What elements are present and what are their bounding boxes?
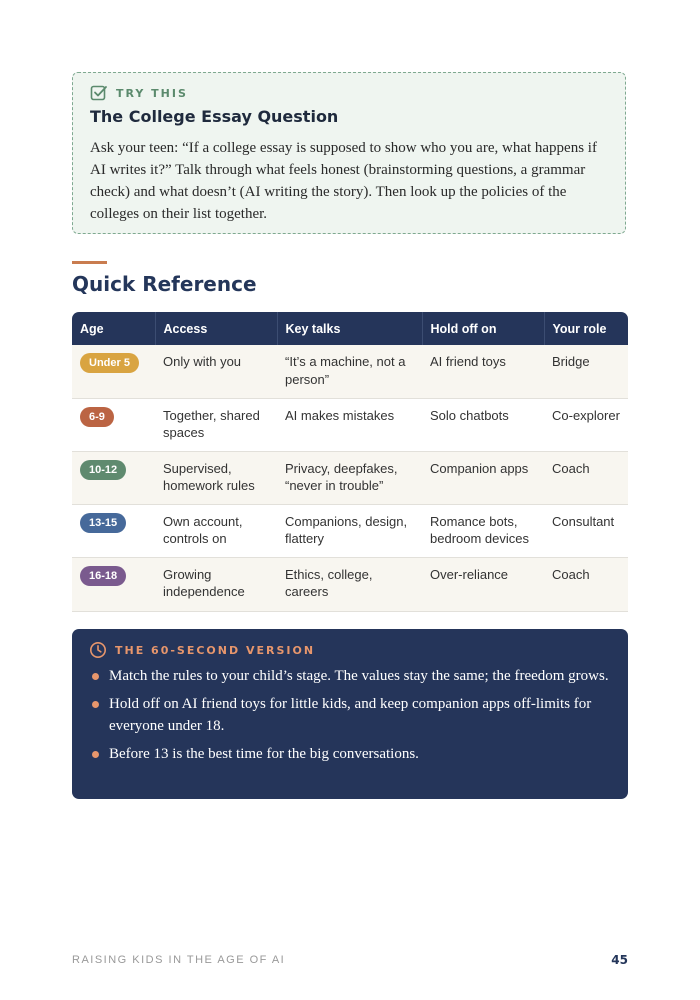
sixty-second-summary <box>72 629 628 799</box>
role-cell: Co-explorer <box>544 398 628 451</box>
key-talks-cell: AI makes mistakes <box>277 398 422 451</box>
column-header-your-role: Your role <box>544 312 628 345</box>
column-header-access: Access <box>155 312 277 345</box>
clock-icon <box>89 641 107 659</box>
list-item-text: Hold off on AI friend toys for little kids, and keep companion apps off-limits for everyone under 18. <box>109 696 592 734</box>
age-badge: 6-9 <box>80 407 114 427</box>
table-row <box>72 451 628 504</box>
table-row <box>72 345 628 398</box>
bullet-icon <box>92 701 99 708</box>
age-cell <box>72 451 155 504</box>
age-badge: Under 5 <box>80 353 139 373</box>
role-cell: Coach <box>544 557 628 611</box>
age-cell <box>72 504 155 557</box>
try-this-header <box>90 84 188 102</box>
role-cell: Bridge <box>544 345 628 398</box>
hold-off-cell: Companion apps <box>422 451 544 504</box>
access-cell: Only with you <box>155 345 277 398</box>
running-footer-title: RAISING KIDS IN THE AGE OF AI <box>72 954 286 966</box>
hold-off-cell: AI friend toys <box>422 345 544 398</box>
list-item <box>92 693 612 737</box>
key-talks-cell: Privacy, deepfakes, “never in trouble” <box>277 451 422 504</box>
access-cell: Together, shared spaces <box>155 398 277 451</box>
age-cell <box>72 557 155 611</box>
age-badge: 16-18 <box>80 566 126 586</box>
key-talks-cell: Companions, design, flattery <box>277 504 422 557</box>
age-cell <box>72 345 155 398</box>
access-cell: Supervised, homework rules <box>155 451 277 504</box>
bullet-icon <box>92 673 99 680</box>
list-item <box>92 743 612 765</box>
hold-off-cell: Over-reliance <box>422 557 544 611</box>
list-item-text: Before 13 is the best time for the big conversations. <box>109 746 419 762</box>
try-this-callout <box>72 72 626 234</box>
list-item-text: Match the rules to your child’s stage. The values stay the same; the freedom grows. <box>109 668 609 684</box>
column-header-age: Age <box>80 321 104 336</box>
checkbox-icon <box>90 84 108 102</box>
list-item <box>92 665 612 687</box>
table-row <box>72 504 628 557</box>
key-talks-cell: Ethics, college, careers <box>277 557 422 611</box>
try-this-kicker: TRY THIS <box>116 86 188 100</box>
page-number: 45 <box>611 953 628 967</box>
column-header-key-talks: Key talks <box>277 312 422 345</box>
table-row <box>72 557 628 611</box>
column-header-hold-off-on: Hold off on <box>422 312 544 345</box>
role-cell: Coach <box>544 451 628 504</box>
key-talks-cell: “It’s a machine, not a person” <box>277 345 422 398</box>
section-accent-rule <box>72 261 107 264</box>
role-cell: Consultant <box>544 504 628 557</box>
bullet-icon <box>92 751 99 758</box>
hold-off-cell: Romance bots, bedroom devices <box>422 504 544 557</box>
sixty-second-kicker: THE 60-SECOND VERSION <box>115 643 316 657</box>
hold-off-cell: Solo chatbots <box>422 398 544 451</box>
access-cell: Growing independence <box>155 557 277 611</box>
try-this-title: The College Essay Question <box>90 107 339 126</box>
section-title: Quick Reference <box>72 272 257 296</box>
access-cell: Own account, controls on <box>155 504 277 557</box>
table-row <box>72 398 628 451</box>
age-badge: 10-12 <box>80 460 126 480</box>
quick-reference-table <box>72 312 628 612</box>
sixty-second-list <box>92 665 612 771</box>
sixty-second-header <box>89 641 315 659</box>
try-this-body: Ask your teen: “If a college essay is supposed to show who you are, what happens if AI writes it?” Talk through what feels honest (brainstorming questions, a grammar check) and what doesn’t (AI writing the story). Then look up the policies of the colleges on their list together. <box>90 140 597 222</box>
age-cell <box>72 398 155 451</box>
age-badge: 13-15 <box>80 513 126 533</box>
table-header-row <box>72 312 628 345</box>
